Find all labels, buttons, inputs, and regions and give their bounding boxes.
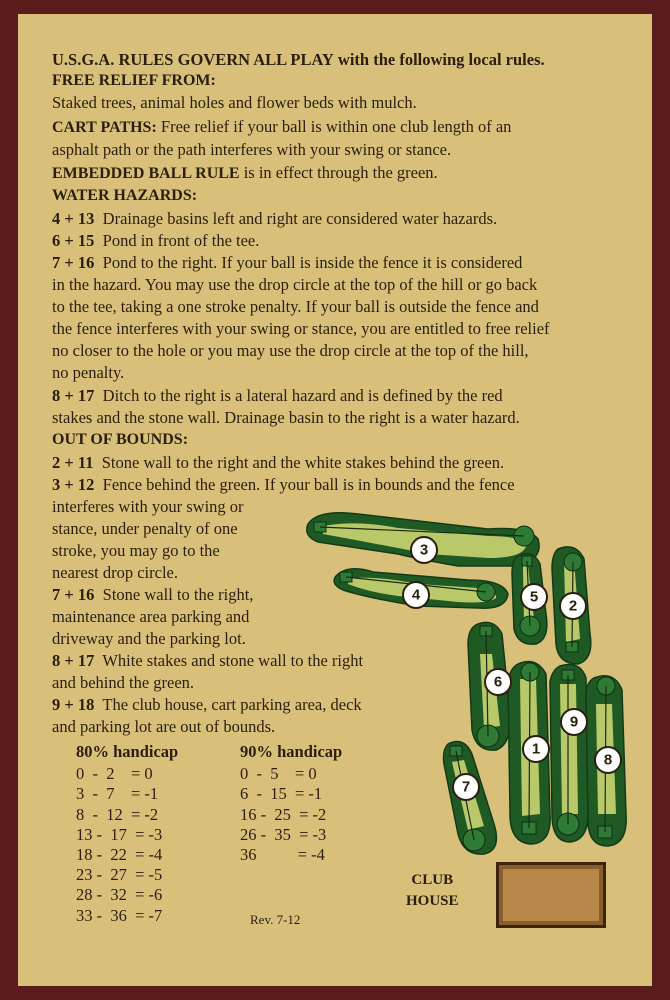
hole-marker-7 [453,774,479,800]
water-rule-7-16: 7 + 16 Pond to the right. If your ball is inside the fence it is considered [52,253,523,272]
handicap-row: 26 - 35 = -3 [240,824,327,844]
handicap-row: 28 - 32 = -6 [76,885,163,905]
rules-intro: U.S.G.A. RULES GOVERN ALL PLAY with the following local rules. [52,50,545,69]
svg-text:4: 4 [411,586,421,604]
oob-rule-3-12-line: stroke, you may go to the [52,541,220,560]
oob-rule-7-16-line: maintenance area parking and [52,607,250,626]
water-rule-7-16-line: to the tee, taking a one stroke penalty. If your ball is outside the fence and [52,297,539,316]
water-rule-6-15: 6 + 15 Pond in front of the tee. [52,231,260,250]
oob-rule-3-12-line: interferes with your swing or [52,497,244,516]
oob-rule-8-17: 8 + 17 White stakes and stone wall to the right [52,651,364,670]
free-relief-heading: FREE RELIEF FROM: [52,72,216,89]
club-house-label: CLUB HOUSE [406,872,459,909]
svg-text:9: 9 [569,713,579,731]
hole-9-layout [550,665,588,843]
water-rule-7-16-line: the fence interferes with your swing or stance, you are entitled to free relief [52,319,550,338]
cart-paths-text-2: asphalt path or the path interferes with your swing or stance. [52,140,452,159]
hole-marker-6 [485,669,511,695]
handicap-row: 16 - 25 = -2 [240,804,327,824]
local-rules-card [18,14,652,986]
hole-marker-8 [595,747,621,773]
out-of-bounds-heading: OUT OF BOUNDS: [52,431,189,448]
handicap-row: 0 - 5 = 0 [240,764,317,784]
oob-rule-3-12-line: stance, under penalty of one [52,519,238,538]
oob-rule-8-17-line: and behind the green. [52,673,195,692]
hole-marker-2 [560,593,586,619]
handicap-row: 13 - 17 = -3 [76,824,163,844]
hole-marker-9 [561,709,587,735]
revision-label: Rev. 7-12 [250,912,301,927]
svg-text:1: 1 [531,740,541,758]
handicap-80-title: 80% handicap [76,742,179,761]
water-rule-8-17: 8 + 17 Ditch to the right is a lateral hazard and is defined by the red [52,386,503,405]
water-rule-4-13: 4 + 13 Drainage basins left and right are considered water hazards. [52,209,498,228]
hole-marker-4 [403,582,429,608]
oob-rule-9-18: 9 + 18 The club house, cart parking area, deck [52,695,362,714]
oob-rule-7-16-line: driveway and the parking lot. [52,629,246,648]
handicap-row: 23 - 27 = -5 [76,865,163,885]
svg-text:7: 7 [461,778,471,796]
svg-text:3: 3 [419,541,429,559]
hole-marker-5 [521,584,547,610]
handicap-row: 33 - 36 = -7 [76,905,163,925]
water-rule-8-17-line: stakes and the stone wall. Drainage basin to the right is a water hazard. [52,408,520,427]
oob-rule-3-12: 3 + 12 Fence behind the green. If your ball is in bounds and the fence [52,475,515,494]
hole-marker-3 [411,537,437,563]
svg-text:5: 5 [529,588,539,606]
handicap-row: 0 - 2 = 0 [76,764,153,784]
handicap-row: 36 = -4 [240,845,325,865]
embedded-ball-rule: EMBEDDED BALL RULE is in effect through the green. [52,163,438,182]
water-rule-7-16-line: in the hazard. You may use the drop circle at the top of the hill or go back [52,275,538,294]
course-map [18,14,652,986]
water-rule-7-16-line: no penalty. [52,363,125,382]
hole-marker-1 [523,736,549,762]
handicap-row: 18 - 22 = -4 [76,845,163,865]
oob-rule-2-11: 2 + 11 Stone wall to the right and the white stakes behind the green. [52,453,505,472]
handicap-90-title: 90% handicap [240,742,343,761]
handicap-row: 3 - 7 = -1 [76,784,159,804]
svg-text:8: 8 [603,751,613,769]
cart-paths-rule: CART PATHS: Free relief if your ball is within one club length of an [52,117,512,136]
handicap-row: 8 - 12 = -2 [76,804,159,824]
free-relief-text: Staked trees, animal holes and flower beds with mulch. [52,93,417,112]
water-hazards-heading: WATER HAZARDS: [52,187,198,204]
oob-rule-3-12-line: nearest drop circle. [52,563,178,582]
handicap-row: 6 - 15 = -1 [240,784,323,804]
svg-text:6: 6 [493,673,503,691]
oob-rule-7-16: 7 + 16 Stone wall to the right, [52,585,254,604]
svg-text:2: 2 [568,597,578,615]
oob-rule-9-18-line: and parking lot are out of bounds. [52,717,276,736]
water-rule-7-16-line: no closer to the hole or you may use the drop circle at the top of the hill, [52,341,529,360]
